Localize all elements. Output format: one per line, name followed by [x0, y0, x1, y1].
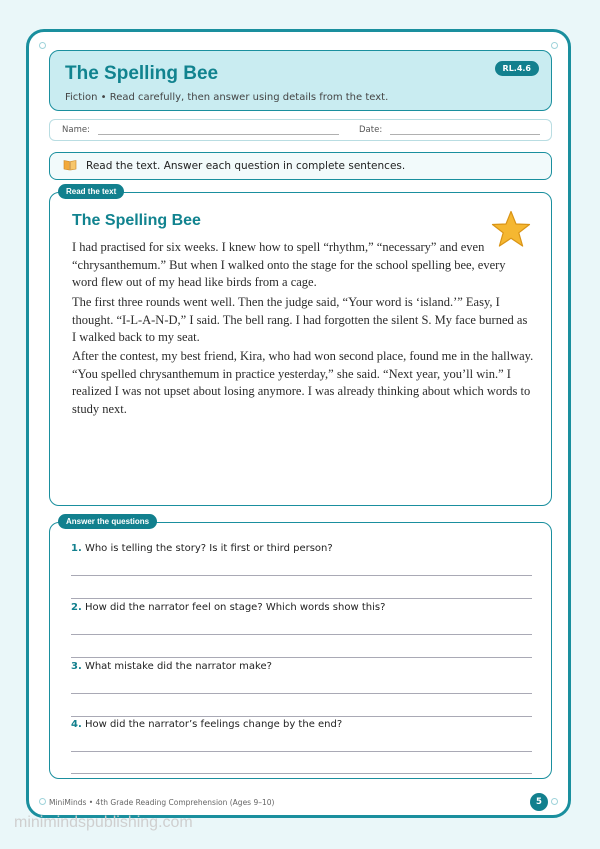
question-4 [71, 719, 541, 730]
answer-line[interactable] [71, 598, 532, 599]
name-label: Name: [62, 125, 90, 135]
worksheet-page [26, 29, 571, 818]
date-field[interactable] [390, 134, 540, 135]
question-1 [71, 543, 541, 554]
corner-dot [39, 42, 46, 49]
reading-panel [49, 187, 552, 506]
questions-panel [49, 517, 552, 779]
page-title: The Spelling Bee [65, 63, 219, 84]
reading-tag: Read the text [58, 184, 124, 199]
question-2 [71, 602, 541, 613]
date-label: Date: [359, 125, 383, 135]
questions-tag: Answer the questions [58, 514, 157, 529]
answer-line[interactable] [71, 751, 532, 752]
footer-text: MiniMinds • 4th Grade Reading Comprehension (Ages 9–10) [49, 798, 275, 807]
instructions-text: Read the text. Answer each question in complete sentences. [86, 160, 406, 172]
story-paragraph: The first three rounds went well. Then the judge said, “Your word is ‘island.’” Easy, I thought. “I-L-A-N-D,” I said. The bell rang. I had forgotten the silent S. My face burned as I walked back to my seat. [72, 295, 528, 344]
title-banner [49, 50, 552, 111]
answer-line[interactable] [71, 773, 532, 774]
answer-line[interactable] [71, 575, 532, 576]
question-text: How did the narrator feel on stage? Which words show this? [84, 602, 386, 613]
page-number: 5 [530, 793, 548, 811]
name-field[interactable] [98, 134, 339, 135]
question-text: Who is telling the story? Is it first or third person? [84, 543, 333, 554]
question-text: How did the narrator’s feelings change by the end? [84, 719, 343, 730]
answer-line[interactable] [71, 693, 532, 694]
page-subtitle: Fiction • Read carefully, then answer using details from the text. [65, 92, 389, 103]
question-number: 1. [71, 543, 82, 554]
answer-line[interactable] [71, 634, 532, 635]
corner-dot [39, 798, 46, 805]
answer-line[interactable] [71, 716, 532, 717]
corner-dot [551, 42, 558, 49]
instructions-box [49, 152, 552, 180]
watermark: minimindspublishing.com [14, 814, 193, 831]
name-date-bar [49, 119, 552, 141]
story-paragraph: I had practised for six weeks. I knew how to spell “rhythm,” “necessary” and even “chrysanthemum.” But when I walked onto the stage for the school spelling bee, every word flew out of my head like birds from a cage. [72, 240, 506, 289]
question-text: What mistake did the narrator make? [84, 661, 272, 672]
story-title: The Spelling Bee [72, 212, 201, 229]
question-number: 3. [71, 661, 82, 672]
book-icon [63, 159, 77, 171]
story-paragraph: After the contest, my best friend, Kira, who had won second place, found me in the hallway. “You spelled chrysanthemum in practice yesterday,” she said. “Next year, you’ll win.” I realized I was not upset about losing anymore. I was already thinking about which words to study next. [72, 349, 534, 416]
standard-badge: RL.4.6 [495, 61, 539, 76]
question-number: 4. [71, 719, 82, 730]
corner-dot [551, 798, 558, 805]
question-number: 2. [71, 602, 82, 613]
question-3 [71, 661, 541, 672]
answer-line[interactable] [71, 657, 532, 658]
